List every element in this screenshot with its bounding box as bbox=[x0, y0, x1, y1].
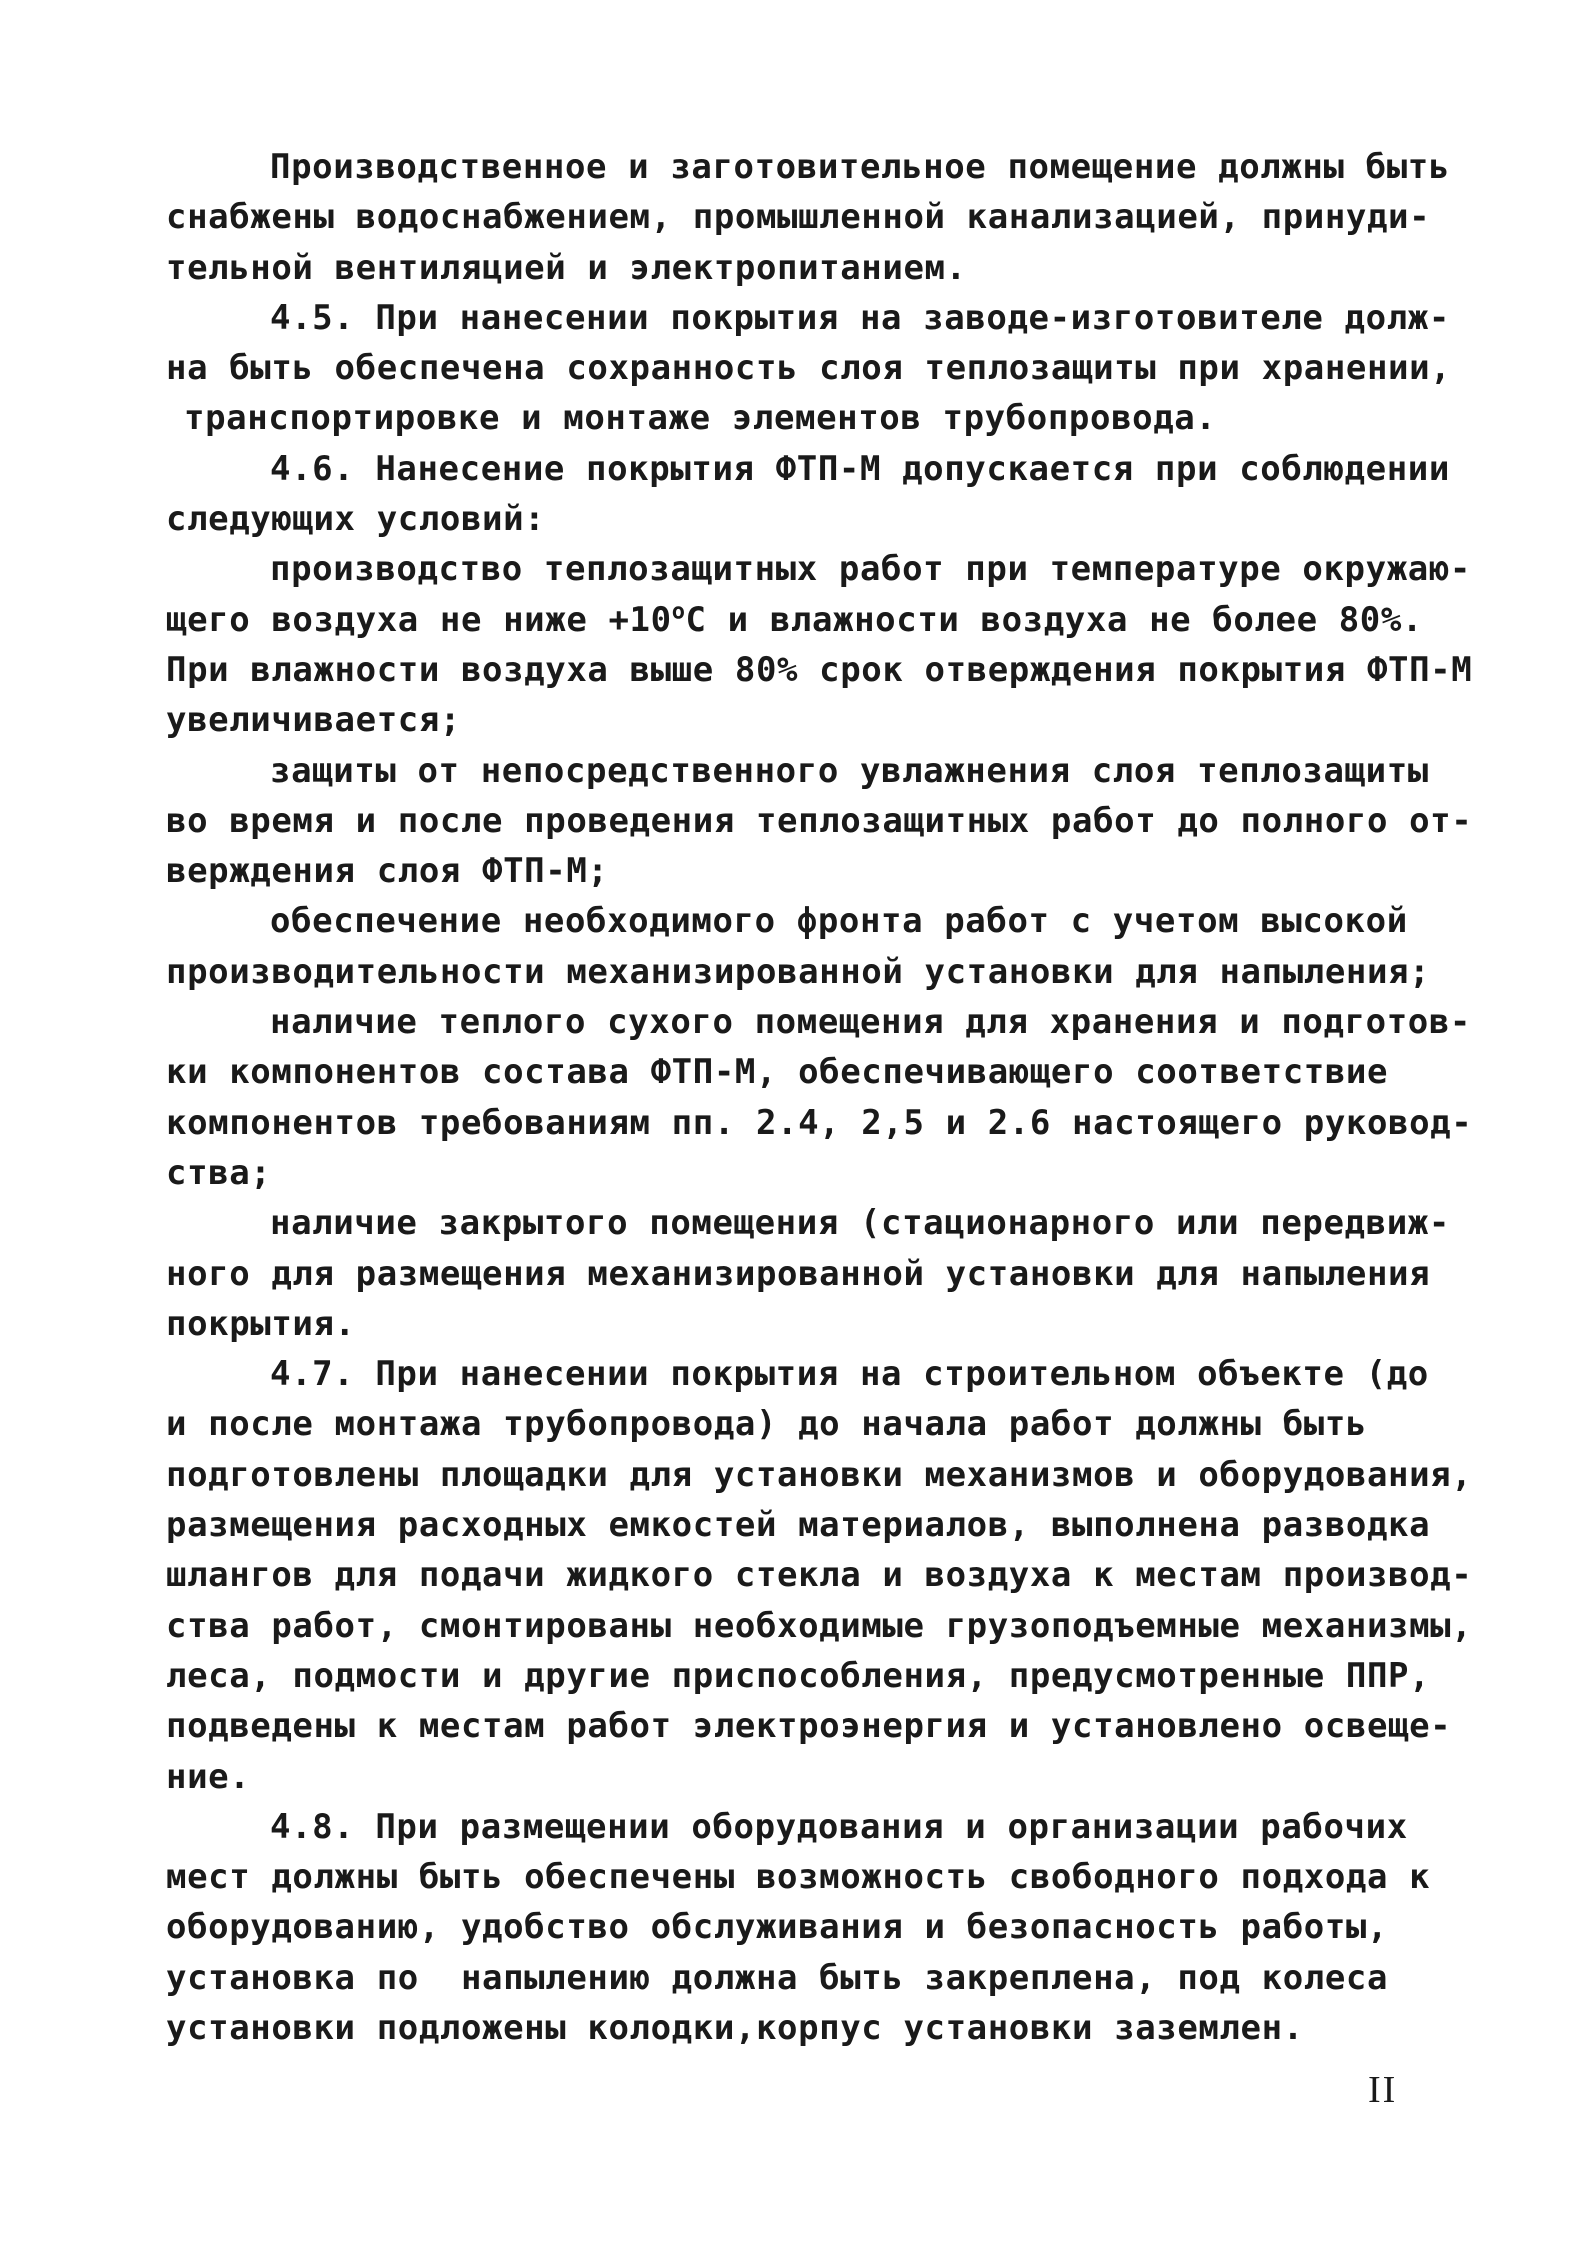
text-line: подведены к местам работ электроэнергия и установлено освеще- bbox=[166, 1706, 1452, 1747]
text-line: на быть обеспечена сохранность слоя теплозащиты при хранении, bbox=[166, 348, 1452, 389]
text-line: верждения слоя ФТП-М; bbox=[166, 851, 609, 892]
text-line: установки подложены колодки,корпус установки заземлен. bbox=[166, 2007, 1304, 2048]
text-fragment: щего воздуха не ниже +10 bbox=[166, 599, 672, 640]
text-line: наличие теплого сухого помещения для хранения и подготов- bbox=[270, 1002, 1471, 1043]
text-line: леса, подмости и другие приспособления, предусмотренные ППР, bbox=[166, 1655, 1431, 1696]
text-line: ки компонентов состава ФТП-М, обеспечивающего соответствие bbox=[166, 1052, 1389, 1093]
text-line-with-superscript bbox=[166, 595, 1456, 645]
text-line: обеспечение необходимого фронта работ с учетом высокой bbox=[270, 901, 1408, 942]
text-line: снабжены водоснабжением, промышленной канализацией, принуди- bbox=[166, 197, 1431, 238]
section-4-5-start: 4.5. При нанесении покрытия на заводе-изготовителе долж- bbox=[270, 297, 1450, 338]
section-4-7-start: 4.7. При нанесении покрытия на строительном объекте (до bbox=[270, 1354, 1429, 1395]
section-4-8-start: 4.8. При размещении оборудования и организации рабочих bbox=[270, 1806, 1408, 1847]
text-line: и после монтажа трубопровода) до начала работ должны быть bbox=[166, 1404, 1367, 1445]
text-line: ного для размещения механизированной установки для напыления bbox=[166, 1253, 1431, 1294]
text-line: мест должны быть обеспечены возможность свободного подхода к bbox=[166, 1857, 1431, 1898]
text-line: производительности механизированной установки для напыления; bbox=[166, 951, 1431, 992]
text-line: Производственное и заготовительное помещение должны быть bbox=[270, 147, 1450, 187]
text-line: наличие закрытого помещения (стационарного или передвиж- bbox=[270, 1203, 1450, 1244]
text-line: ства; bbox=[166, 1152, 272, 1193]
text-line: компонентов требованиям пп. 2.4, 2,5 и 2.6 настоящего руковод- bbox=[166, 1102, 1473, 1143]
text-line: оборудованию, удобство обслуживания и безопасность работы, bbox=[166, 1907, 1389, 1948]
text-fragment: С и влажности воздуха не более 80%. bbox=[685, 599, 1423, 640]
section-4-6-start: 4.6. Нанесение покрытия ФТП-М допускается при соблюдении bbox=[270, 448, 1450, 489]
page-number: II bbox=[1368, 2069, 1398, 2111]
text-line: ние. bbox=[166, 1756, 251, 1797]
text-line: ства работ, смонтированы необходимые грузоподъемные механизмы, bbox=[166, 1605, 1473, 1646]
text-line: покрытия. bbox=[166, 1303, 356, 1344]
text-line: подготовлены площадки для установки механизмов и оборудования, bbox=[166, 1454, 1473, 1495]
text-line: увеличивается; bbox=[166, 700, 461, 741]
text-line: защиты от непосредственного увлажнения слоя теплозащиты bbox=[270, 750, 1429, 791]
text-line: тельной вентиляцией и электропитанием. bbox=[166, 247, 967, 288]
text-line: установка по напылению должна быть закреплена, под колеса bbox=[166, 1957, 1389, 1998]
text-line: производство теплозащитных работ при температуре окружаю- bbox=[270, 549, 1471, 590]
text-line: следующих условий: bbox=[166, 499, 546, 540]
text-line: При влажности воздуха выше 80% срок отверждения покрытия ФТП-М bbox=[166, 649, 1473, 690]
text-line: размещения расходных емкостей материалов, выполнена разводка bbox=[166, 1505, 1431, 1546]
text-line: шлангов для подачи жидкого стекла и воздуха к местам производ- bbox=[166, 1555, 1473, 1596]
text-line: во время и после проведения теплозащитных работ до полного от- bbox=[166, 800, 1473, 841]
degree-superscript: о bbox=[671, 599, 686, 625]
text-line: транспортировке и монтаже элементов трубопровода. bbox=[184, 398, 1217, 439]
body-text bbox=[166, 142, 1473, 2053]
